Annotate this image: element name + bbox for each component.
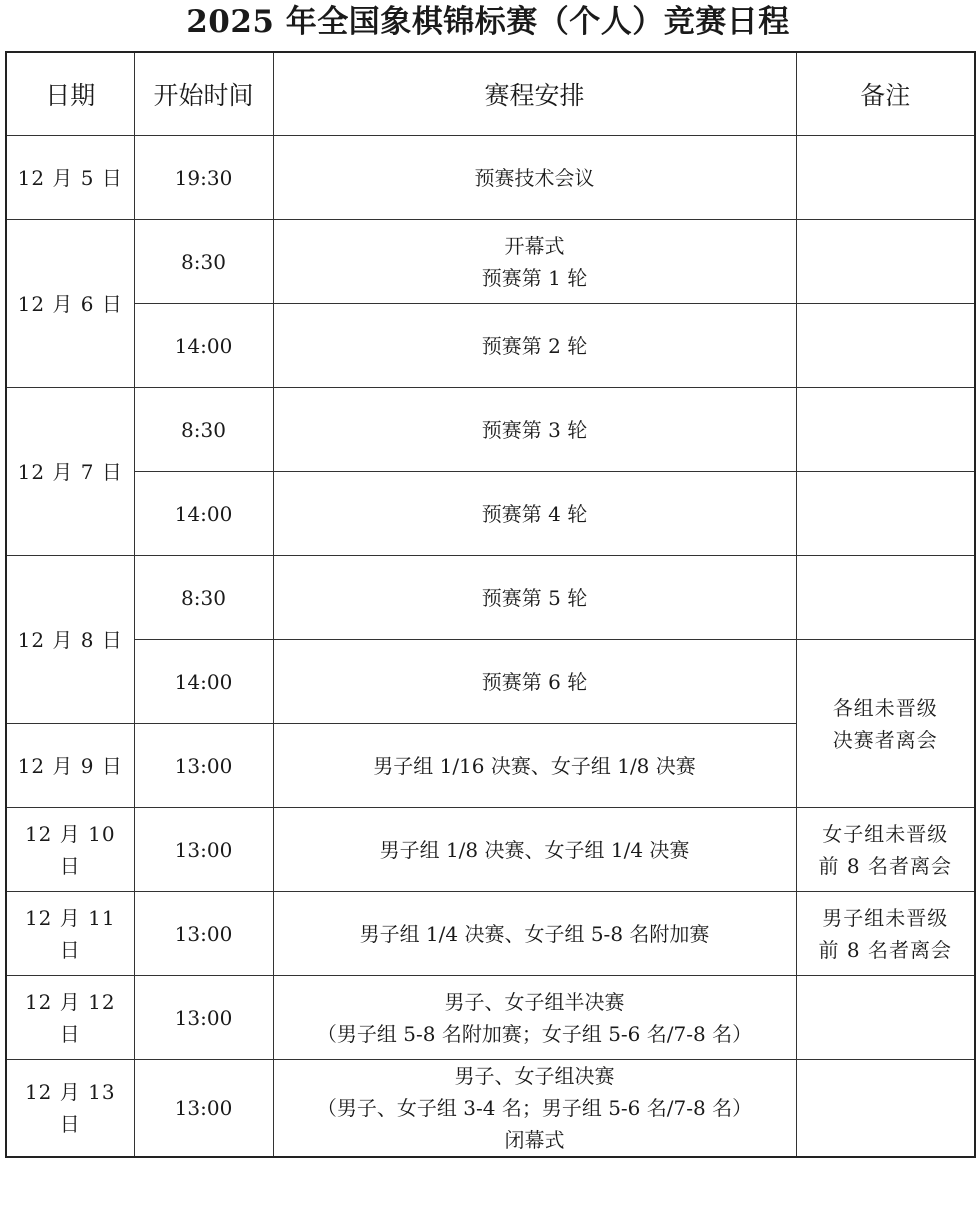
time-cell: 8:30 (134, 220, 273, 304)
note-cell (796, 304, 975, 388)
note-cell (796, 976, 975, 1060)
event-line: 男子、女子组半决赛 (444, 989, 625, 1014)
header-date: 日期 (6, 52, 134, 136)
table-header-row (6, 52, 975, 136)
date-cell: 12 月 12 日 (6, 976, 134, 1060)
header-notes: 备注 (796, 52, 975, 136)
table-row (6, 640, 975, 724)
event-line: 预赛第 3 轮 (481, 417, 588, 442)
event-cell (273, 136, 796, 220)
time-cell: 14:00 (134, 640, 273, 724)
time-cell: 13:00 (134, 724, 273, 808)
event-cell (273, 556, 796, 640)
date-cell: 12 月 10 日 (6, 808, 134, 892)
note-cell (796, 472, 975, 556)
note-cell (796, 808, 975, 892)
note-line: 前 8 名者离会 (818, 937, 952, 962)
time-cell: 14:00 (134, 304, 273, 388)
event-line: 开幕式 (504, 233, 565, 258)
note-line: 男子组未晋级 (822, 905, 949, 930)
event-line: （男子、女子组 3-4 名；男子组 5-6 名/7-8 名） (316, 1096, 753, 1120)
table-row (6, 808, 975, 892)
event-line: 男子、女子组决赛 (454, 1064, 615, 1088)
table-row (6, 388, 975, 472)
table-row (6, 472, 975, 556)
table-row (6, 136, 975, 220)
date-cell: 12 月 11 日 (6, 892, 134, 976)
table-row (6, 304, 975, 388)
event-cell (273, 724, 796, 808)
date-cell: 12 月 7 日 (6, 388, 134, 556)
event-cell (273, 808, 796, 892)
event-line: 男子组 1/16 决赛、女子组 1/8 决赛 (373, 753, 696, 778)
table-row (6, 1060, 975, 1158)
time-cell: 8:30 (134, 556, 273, 640)
event-line: 预赛第 4 轮 (481, 501, 588, 526)
event-cell (273, 640, 796, 724)
time-cell: 13:00 (134, 808, 273, 892)
event-line: 预赛第 1 轮 (481, 265, 588, 290)
time-cell: 14:00 (134, 472, 273, 556)
time-cell: 13:00 (134, 1060, 273, 1158)
note-cell (796, 892, 975, 976)
table-row (6, 220, 975, 304)
event-line: 男子组 1/4 决赛、女子组 5-8 名附加赛 (359, 921, 710, 946)
event-line: 男子组 1/8 决赛、女子组 1/4 决赛 (379, 837, 690, 862)
note-line: 各组未晋级 (832, 695, 938, 720)
header-start-time: 开始时间 (134, 52, 273, 136)
note-line: 前 8 名者离会 (818, 853, 952, 878)
table-row (6, 976, 975, 1060)
time-cell: 13:00 (134, 892, 273, 976)
table-row (6, 892, 975, 976)
date-cell: 12 月 5 日 (6, 136, 134, 220)
page-title: 2025 年全国象棋锦标赛（个人）竞赛日程 (186, 4, 790, 40)
note-cell (796, 1060, 975, 1158)
note-cell (796, 640, 975, 808)
note-cell (796, 136, 975, 220)
note-line: 女子组未晋级 (822, 821, 949, 846)
event-cell (273, 976, 796, 1060)
note-line: 决赛者离会 (832, 727, 938, 752)
event-line: 预赛第 6 轮 (481, 669, 588, 694)
time-cell: 19:30 (134, 136, 273, 220)
event-line: 预赛第 5 轮 (481, 585, 588, 610)
event-line: 预赛第 2 轮 (481, 333, 588, 358)
table-row (6, 556, 975, 640)
note-cell (796, 556, 975, 640)
event-cell (273, 1060, 796, 1158)
date-cell: 12 月 8 日 (6, 556, 134, 724)
date-cell: 12 月 6 日 (6, 220, 134, 388)
note-cell (796, 388, 975, 472)
event-cell (273, 472, 796, 556)
note-cell (796, 220, 975, 304)
event-line: 闭幕式 (504, 1128, 565, 1152)
event-line: 预赛技术会议 (474, 165, 595, 190)
event-cell (273, 304, 796, 388)
date-cell: 12 月 13 日 (6, 1060, 134, 1158)
header-schedule: 赛程安排 (273, 52, 796, 136)
event-line: （男子组 5-8 名附加赛；女子组 5-6 名/7-8 名） (316, 1021, 753, 1046)
schedule-table (5, 51, 976, 1158)
date-cell: 12 月 9 日 (6, 724, 134, 808)
event-cell (273, 892, 796, 976)
time-cell: 13:00 (134, 976, 273, 1060)
event-cell (273, 220, 796, 304)
event-cell (273, 388, 796, 472)
time-cell: 8:30 (134, 388, 273, 472)
